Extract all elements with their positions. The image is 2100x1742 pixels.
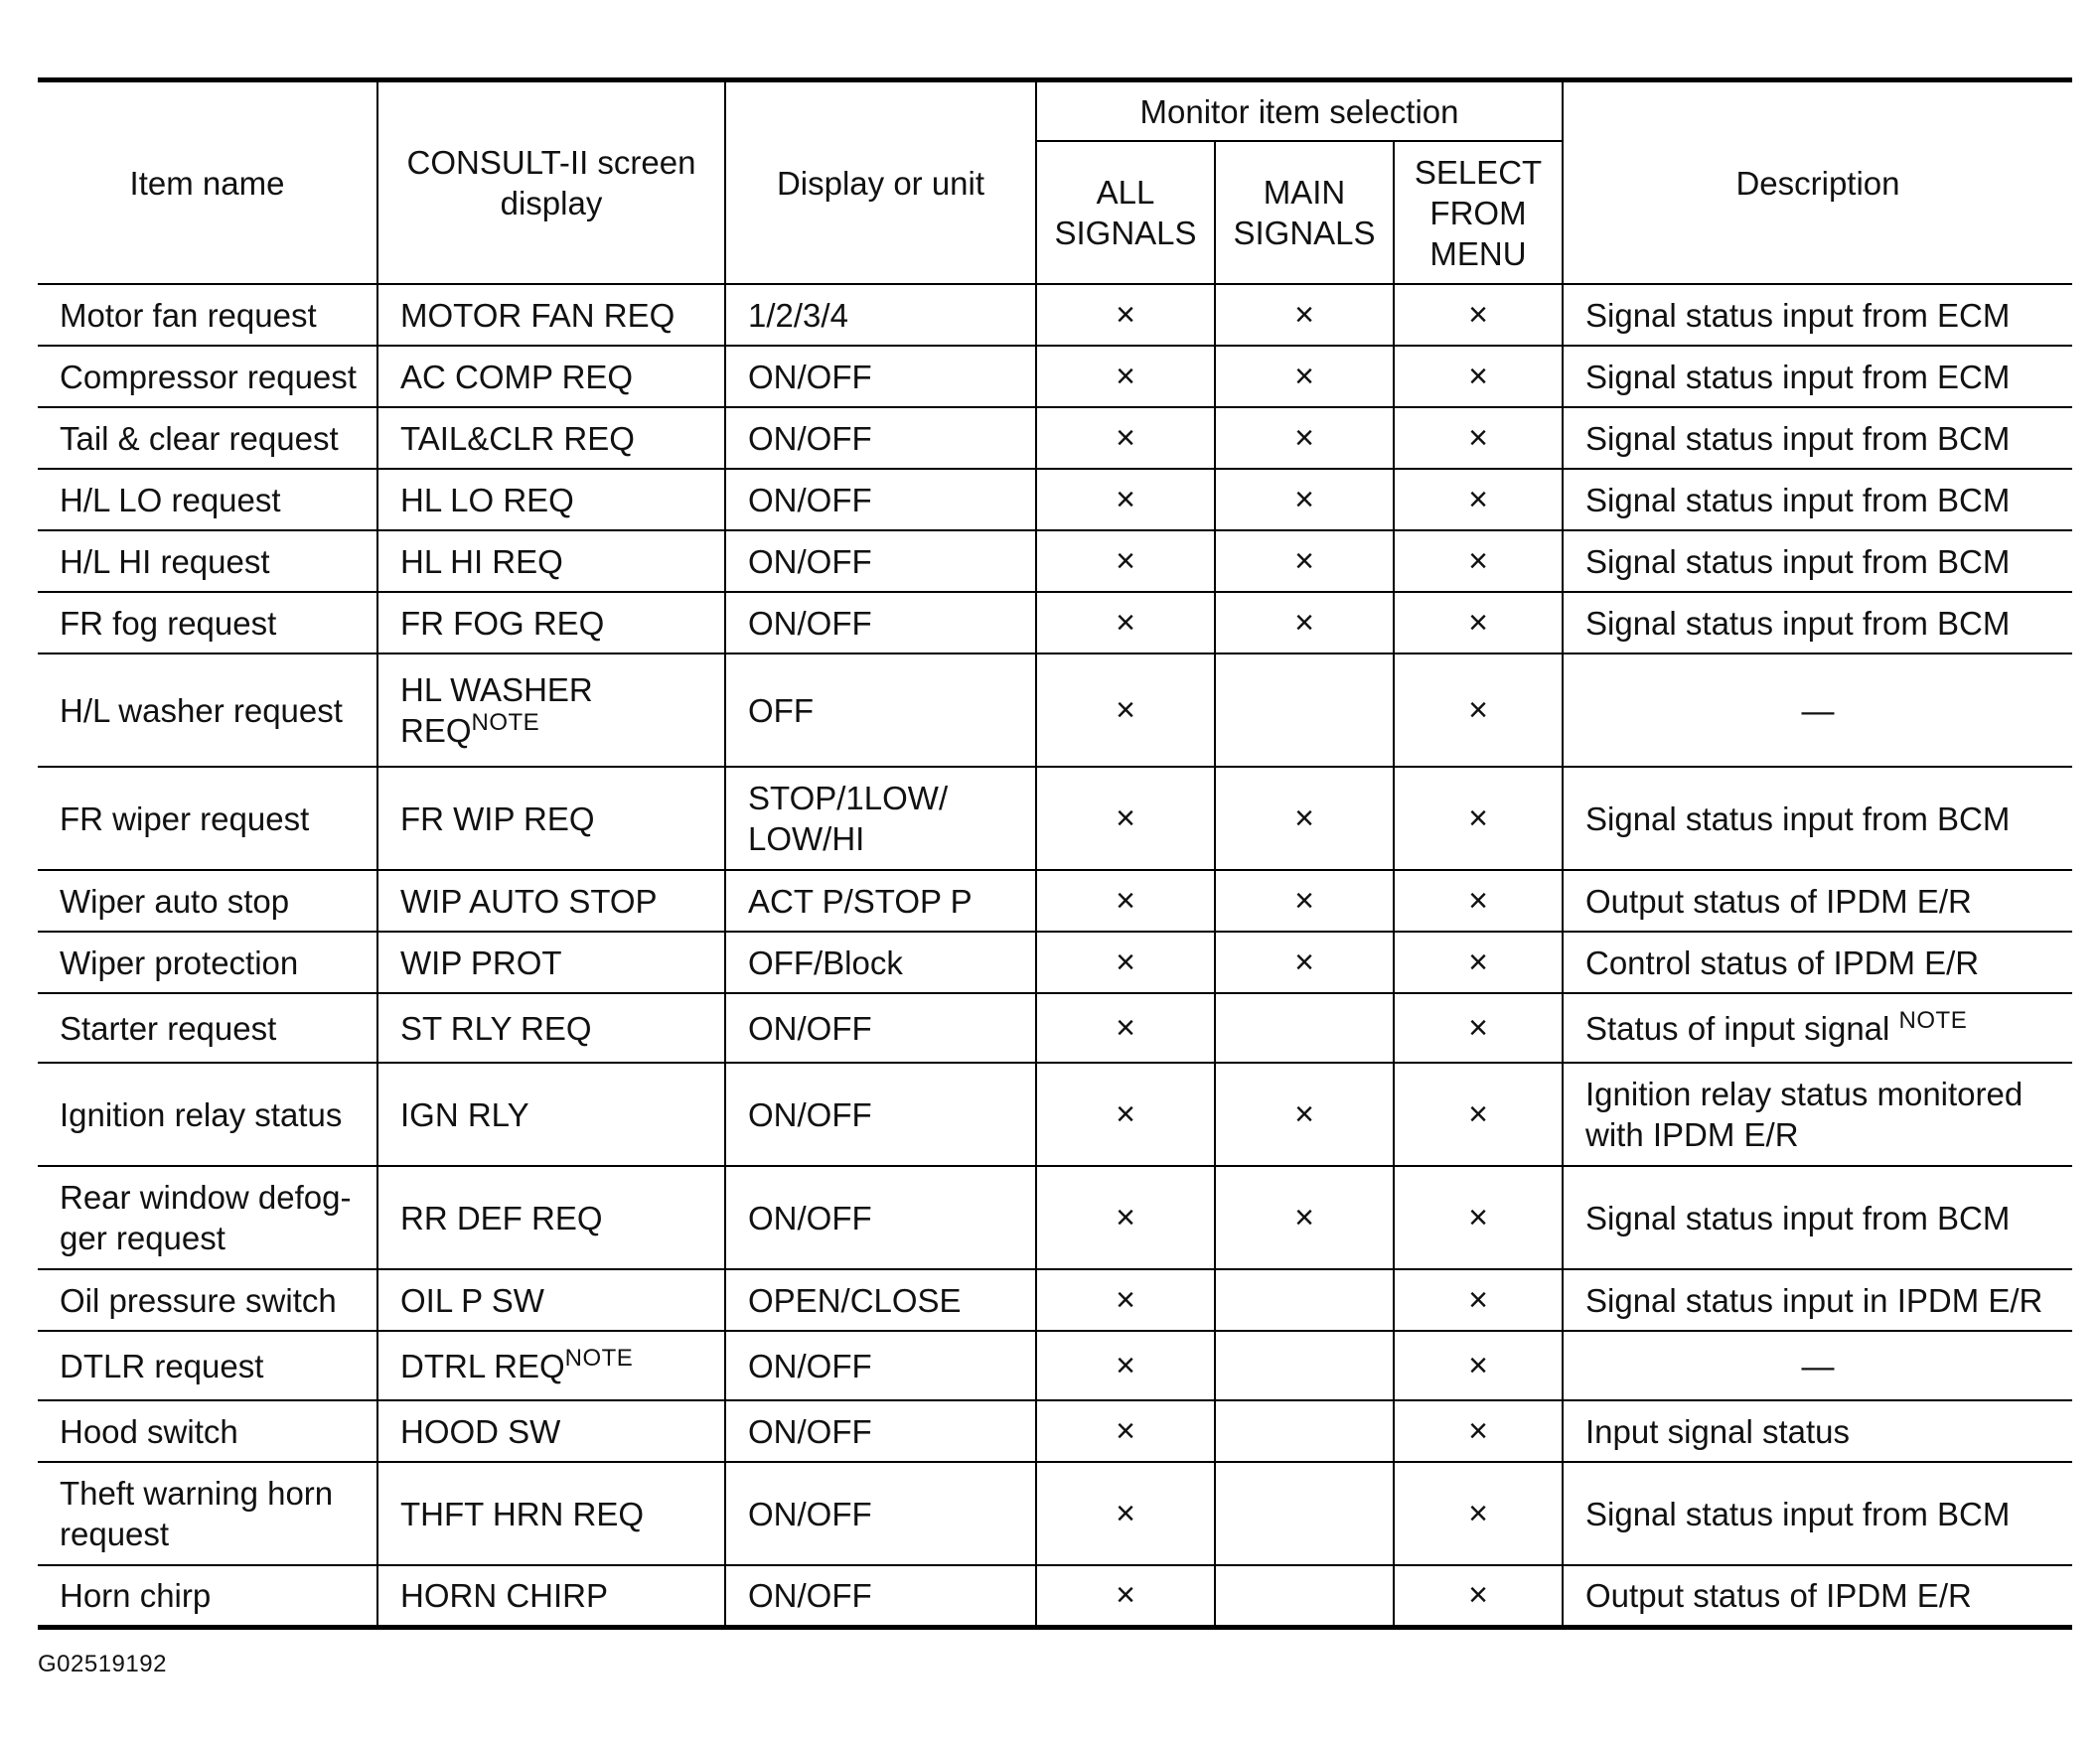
cell-item-name: Starter request: [38, 993, 377, 1063]
cell-display-unit: OFF/Block: [725, 932, 1036, 993]
table-row: [38, 767, 2072, 870]
cell-select-from-menu: ×: [1394, 530, 1563, 592]
cell-display-unit: ON/OFF: [725, 1400, 1036, 1462]
cell-main-signals: [1215, 1269, 1394, 1331]
cell-description-text: Ignition relay status monitored with IPDM E/R: [1585, 1076, 2024, 1153]
cell-display-unit: ACT P/STOP P: [725, 870, 1036, 932]
monitor-items-table: [38, 77, 2072, 1630]
cell-description: [1563, 592, 2072, 653]
cell-description-text: Signal status input from BCM: [1585, 604, 2011, 642]
cell-item-name: H/L washer request: [38, 653, 377, 767]
cell-display-unit: OPEN/CLOSE: [725, 1269, 1036, 1331]
table-row: [38, 469, 2072, 530]
cell-screen-display-text: ST RLY REQ: [400, 1009, 592, 1047]
cell-all-signals: ×: [1036, 530, 1215, 592]
cell-main-signals: [1215, 1462, 1394, 1565]
note-superscript: NOTE: [471, 709, 540, 736]
cell-item-name: Theft warning horn request: [38, 1462, 377, 1565]
header-screen-display: CONSULT-II screen display: [377, 80, 725, 285]
cell-description-text: Signal status input from BCM: [1585, 1199, 2011, 1236]
table-row: [38, 870, 2072, 932]
cell-item-name: Wiper auto stop: [38, 870, 377, 932]
cell-select-from-menu: ×: [1394, 469, 1563, 530]
table-row: [38, 346, 2072, 407]
cell-description: [1563, 407, 2072, 469]
cell-description: [1563, 1166, 2072, 1269]
cell-all-signals: ×: [1036, 1565, 1215, 1627]
cell-screen-display-text: OIL P SW: [400, 1281, 544, 1319]
table-row: [38, 1331, 2072, 1400]
cell-display-unit: ON/OFF: [725, 1063, 1036, 1166]
cell-description: [1563, 1565, 2072, 1627]
cell-select-from-menu: ×: [1394, 1331, 1563, 1400]
cell-item-name: Motor fan request: [38, 284, 377, 346]
cell-description: [1563, 346, 2072, 407]
cell-select-from-menu: ×: [1394, 407, 1563, 469]
cell-item-name: Horn chirp: [38, 1565, 377, 1627]
cell-item-name: Hood switch: [38, 1400, 377, 1462]
cell-all-signals: ×: [1036, 993, 1215, 1063]
cell-screen-display: [377, 530, 725, 592]
cell-item-name: Tail & clear request: [38, 407, 377, 469]
cell-all-signals: ×: [1036, 1269, 1215, 1331]
table-row: [38, 932, 2072, 993]
cell-screen-display-text: IGN RLY: [400, 1095, 529, 1133]
cell-description-text: —: [1801, 1347, 1835, 1384]
cell-display-unit: STOP/1LOW/ LOW/HI: [725, 767, 1036, 870]
cell-main-signals: ×: [1215, 592, 1394, 653]
cell-item-name: Ignition relay status: [38, 1063, 377, 1166]
cell-all-signals: ×: [1036, 1063, 1215, 1166]
cell-all-signals: ×: [1036, 284, 1215, 346]
cell-screen-display: [377, 284, 725, 346]
cell-description: [1563, 1462, 2072, 1565]
cell-all-signals: ×: [1036, 1331, 1215, 1400]
header-select-from-menu: SELECT FROM MENU: [1394, 141, 1563, 284]
cell-display-unit: ON/OFF: [725, 469, 1036, 530]
cell-screen-display-text: WIP PROT: [400, 944, 562, 981]
cell-screen-display-text: DTRL REQ: [400, 1347, 565, 1384]
cell-main-signals: ×: [1215, 346, 1394, 407]
cell-display-unit: ON/OFF: [725, 346, 1036, 407]
cell-select-from-menu: ×: [1394, 592, 1563, 653]
cell-screen-display: [377, 1462, 725, 1565]
cell-item-name: DTLR request: [38, 1331, 377, 1400]
cell-display-unit: OFF: [725, 653, 1036, 767]
cell-main-signals: [1215, 1565, 1394, 1627]
cell-select-from-menu: ×: [1394, 284, 1563, 346]
cell-all-signals: ×: [1036, 592, 1215, 653]
cell-screen-display-text: RR DEF REQ: [400, 1199, 603, 1236]
cell-all-signals: ×: [1036, 1400, 1215, 1462]
table-row: [38, 1166, 2072, 1269]
cell-item-name: Oil pressure switch: [38, 1269, 377, 1331]
header-all-signals: ALL SIGNALS: [1036, 141, 1215, 284]
cell-item-name: FR wiper request: [38, 767, 377, 870]
table-row: [38, 592, 2072, 653]
cell-screen-display: [377, 1166, 725, 1269]
cell-main-signals: [1215, 1331, 1394, 1400]
cell-description: [1563, 284, 2072, 346]
cell-description: [1563, 530, 2072, 592]
table-row: [38, 1400, 2072, 1462]
cell-screen-display: [377, 653, 725, 767]
cell-screen-display: [377, 932, 725, 993]
cell-display-unit: ON/OFF: [725, 407, 1036, 469]
cell-screen-display-text: FR WIP REQ: [400, 799, 595, 837]
cell-main-signals: ×: [1215, 932, 1394, 993]
cell-all-signals: ×: [1036, 346, 1215, 407]
cell-screen-display-text: THFT HRN REQ: [400, 1495, 645, 1532]
cell-all-signals: ×: [1036, 870, 1215, 932]
cell-description: [1563, 1063, 2072, 1166]
cell-main-signals: ×: [1215, 1166, 1394, 1269]
cell-description-text: Signal status input from BCM: [1585, 419, 2011, 457]
cell-main-signals: [1215, 653, 1394, 767]
cell-select-from-menu: ×: [1394, 1063, 1563, 1166]
cell-screen-display-text: FR FOG REQ: [400, 604, 605, 642]
cell-description-text: Signal status input from BCM: [1585, 542, 2011, 580]
cell-main-signals: ×: [1215, 530, 1394, 592]
cell-main-signals: ×: [1215, 284, 1394, 346]
cell-display-unit: 1/2/3/4: [725, 284, 1036, 346]
cell-screen-display: [377, 1565, 725, 1627]
figure-code: G02519192: [38, 1651, 167, 1677]
cell-screen-display: [377, 346, 725, 407]
cell-all-signals: ×: [1036, 407, 1215, 469]
cell-screen-display-text: HOOD SW: [400, 1412, 561, 1450]
cell-description: [1563, 653, 2072, 767]
table-header: [38, 80, 2072, 285]
cell-screen-display: [377, 1400, 725, 1462]
cell-description: [1563, 932, 2072, 993]
cell-select-from-menu: ×: [1394, 870, 1563, 932]
cell-select-from-menu: ×: [1394, 1565, 1563, 1627]
cell-item-name: Wiper protection: [38, 932, 377, 993]
cell-screen-display-text: WIP AUTO STOP: [400, 882, 658, 920]
header-monitor-selection: Monitor item selection: [1036, 80, 1563, 142]
cell-description-text: Signal status input from ECM: [1585, 358, 2011, 395]
cell-select-from-menu: ×: [1394, 653, 1563, 767]
cell-item-name: H/L HI request: [38, 530, 377, 592]
cell-screen-display-text: HL LO REQ: [400, 481, 574, 518]
cell-description-text: Input signal status: [1585, 1412, 1850, 1450]
cell-screen-display: [377, 592, 725, 653]
cell-description: [1563, 1400, 2072, 1462]
cell-all-signals: ×: [1036, 1166, 1215, 1269]
table-body: [38, 284, 2072, 1627]
note-superscript: NOTE: [564, 1344, 634, 1372]
table-row: [38, 530, 2072, 592]
cell-display-unit: ON/OFF: [725, 1166, 1036, 1269]
cell-display-unit: ON/OFF: [725, 993, 1036, 1063]
cell-description-text: Control status of IPDM E/R: [1585, 944, 1980, 981]
document-page: [38, 77, 2072, 1630]
cell-select-from-menu: ×: [1394, 346, 1563, 407]
cell-display-unit: ON/OFF: [725, 1565, 1036, 1627]
cell-main-signals: [1215, 993, 1394, 1063]
cell-item-name: H/L LO request: [38, 469, 377, 530]
cell-select-from-menu: ×: [1394, 1400, 1563, 1462]
cell-screen-display: [377, 993, 725, 1063]
cell-item-name: Compressor request: [38, 346, 377, 407]
cell-screen-display: [377, 1331, 725, 1400]
note-superscript: NOTE: [1898, 1006, 1968, 1034]
cell-description: [1563, 993, 2072, 1063]
cell-screen-display-text: AC COMP REQ: [400, 358, 634, 395]
cell-description: [1563, 1269, 2072, 1331]
table-row: [38, 407, 2072, 469]
cell-main-signals: [1215, 1400, 1394, 1462]
cell-display-unit: ON/OFF: [725, 1331, 1036, 1400]
cell-main-signals: ×: [1215, 469, 1394, 530]
cell-item-name: Rear window defog-ger request: [38, 1166, 377, 1269]
cell-description-text: Signal status input from BCM: [1585, 481, 2011, 518]
cell-description-text: Status of input signal: [1585, 1009, 1890, 1047]
cell-description: [1563, 469, 2072, 530]
cell-description-text: Signal status input from ECM: [1585, 296, 2011, 334]
cell-all-signals: ×: [1036, 469, 1215, 530]
cell-screen-display: [377, 407, 725, 469]
cell-screen-display-text: HL WASHER REQ: [400, 671, 593, 749]
cell-all-signals: ×: [1036, 932, 1215, 993]
cell-description: [1563, 1331, 2072, 1400]
cell-description-text: Signal status input from BCM: [1585, 1495, 2011, 1532]
cell-item-name: FR fog request: [38, 592, 377, 653]
table-row: [38, 1565, 2072, 1627]
cell-main-signals: ×: [1215, 1063, 1394, 1166]
cell-description-text: Signal status input from BCM: [1585, 799, 2011, 837]
header-description: Description: [1563, 80, 2072, 285]
cell-description-text: —: [1801, 691, 1835, 729]
cell-screen-display: [377, 870, 725, 932]
cell-description-text: Output status of IPDM E/R: [1585, 1576, 1972, 1614]
cell-main-signals: ×: [1215, 870, 1394, 932]
cell-screen-display: [377, 469, 725, 530]
cell-screen-display: [377, 1063, 725, 1166]
cell-screen-display-text: TAIL&CLR REQ: [400, 419, 635, 457]
cell-screen-display-text: HL HI REQ: [400, 542, 563, 580]
cell-select-from-menu: ×: [1394, 993, 1563, 1063]
table-row: [38, 653, 2072, 767]
cell-select-from-menu: ×: [1394, 932, 1563, 993]
cell-select-from-menu: ×: [1394, 1462, 1563, 1565]
table-row: [38, 1269, 2072, 1331]
header-main-signals: MAIN SIGNALS: [1215, 141, 1394, 284]
cell-select-from-menu: ×: [1394, 767, 1563, 870]
table-row: [38, 1063, 2072, 1166]
cell-description-text: Output status of IPDM E/R: [1585, 882, 1972, 920]
cell-screen-display-text: MOTOR FAN REQ: [400, 296, 675, 334]
cell-select-from-menu: ×: [1394, 1269, 1563, 1331]
cell-all-signals: ×: [1036, 653, 1215, 767]
cell-main-signals: ×: [1215, 407, 1394, 469]
cell-display-unit: ON/OFF: [725, 592, 1036, 653]
cell-all-signals: ×: [1036, 767, 1215, 870]
cell-display-unit: ON/OFF: [725, 1462, 1036, 1565]
cell-display-unit: ON/OFF: [725, 530, 1036, 592]
cell-description: [1563, 870, 2072, 932]
table-row: [38, 284, 2072, 346]
cell-screen-display: [377, 1269, 725, 1331]
table-row: [38, 993, 2072, 1063]
cell-screen-display-text: HORN CHIRP: [400, 1576, 609, 1614]
cell-select-from-menu: ×: [1394, 1166, 1563, 1269]
cell-screen-display: [377, 767, 725, 870]
header-item-name: Item name: [38, 80, 377, 285]
table-row: [38, 1462, 2072, 1565]
cell-all-signals: ×: [1036, 1462, 1215, 1565]
header-display-unit: Display or unit: [725, 80, 1036, 285]
cell-main-signals: ×: [1215, 767, 1394, 870]
cell-description: [1563, 767, 2072, 870]
cell-description-text: Signal status input in IPDM E/R: [1585, 1281, 2043, 1319]
